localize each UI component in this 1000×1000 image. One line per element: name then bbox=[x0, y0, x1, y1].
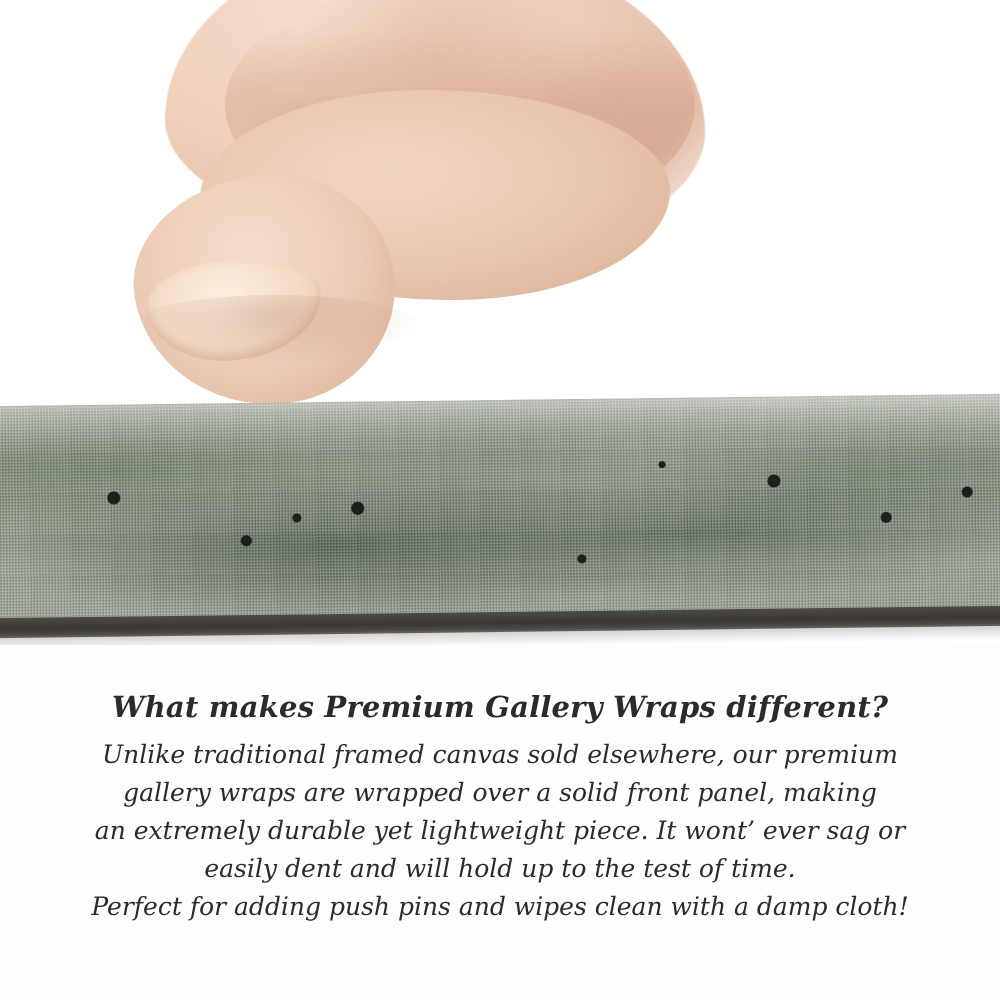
caption-block bbox=[0, 690, 1000, 926]
caption-heading: What makes Premium Gallery Wraps different? bbox=[111, 690, 889, 724]
canvas-wrap-edge bbox=[0, 394, 1000, 628]
canvas-speckle-texture bbox=[0, 394, 1000, 628]
hand-illustration bbox=[105, 0, 715, 440]
caption-line: Unlike traditional framed canvas sold elsewhere, our premium bbox=[102, 740, 898, 769]
caption-line: an extremely durable yet lightweight piece. It wont’ ever sag or bbox=[94, 816, 906, 845]
finger-shadow bbox=[125, 295, 425, 365]
caption-line: Perfect for adding push pins and wipes clean with a damp cloth! bbox=[91, 892, 909, 921]
caption-line: easily dent and will hold up to the test of time. bbox=[204, 854, 796, 883]
caption-line: gallery wraps are wrapped over a solid front panel, making bbox=[123, 778, 877, 807]
